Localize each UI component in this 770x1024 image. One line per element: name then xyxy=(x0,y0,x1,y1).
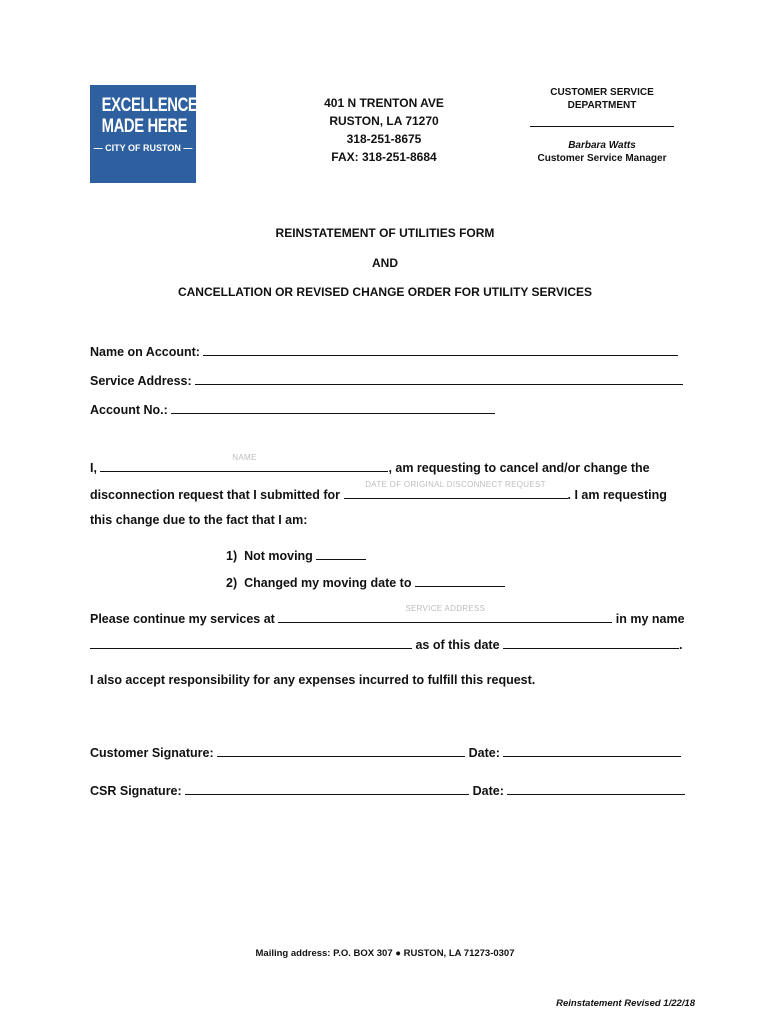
office-address xyxy=(300,94,468,166)
requester-name-field[interactable] xyxy=(100,453,388,472)
revision-note: Reinstatement Revised 1/22/18 xyxy=(556,998,695,1009)
csr-signature-field[interactable] xyxy=(185,782,469,795)
as-of-date-period: . xyxy=(679,638,683,652)
address-phone: 318-251-8675 xyxy=(346,132,422,146)
service-address-label: Service Address: xyxy=(90,374,192,388)
option-2-number: 2) xyxy=(226,576,238,590)
customer-signature-row xyxy=(90,744,681,760)
continue-name-field[interactable] xyxy=(90,636,412,649)
as-of-date-field[interactable] xyxy=(503,636,679,649)
option-1-number: 1) xyxy=(226,549,238,563)
name-on-account-label: Name on Account: xyxy=(90,345,200,359)
department-line-2: DEPARTMENT xyxy=(567,100,637,111)
manager-title: Customer Service Manager xyxy=(537,153,667,164)
service-address-field[interactable] xyxy=(195,372,683,385)
responsibility-statement: I also accept responsibility for any expenses incurred to fulfill this request. xyxy=(90,673,536,687)
department-line-1: CUSTOMER SERVICE xyxy=(550,87,654,98)
department-rule xyxy=(530,118,674,127)
option-2-label: Changed my moving date to xyxy=(244,576,412,590)
name-on-account-field[interactable] xyxy=(203,343,678,356)
logo-line-1: EXCELLENCE xyxy=(101,95,198,116)
new-moving-date-field[interactable] xyxy=(415,574,505,587)
i-label: I, xyxy=(90,461,97,475)
customer-date-label: Date: xyxy=(468,746,500,760)
request-text-2: . I am requesting xyxy=(567,488,667,502)
option-changed-date xyxy=(226,574,505,590)
address-street: 401 N TRENTON AVE xyxy=(324,96,444,110)
department-block xyxy=(520,86,684,165)
name-hint: NAME xyxy=(232,453,257,462)
request-line-1 xyxy=(90,453,650,475)
as-of-date-line xyxy=(90,636,683,652)
manager-name: Barbara Watts xyxy=(568,140,636,151)
csr-signature-label: CSR Signature: xyxy=(90,784,182,798)
continue-services-line xyxy=(90,604,685,626)
disconnect-label: disconnection request that I submitted for xyxy=(90,488,341,502)
account-number-field[interactable] xyxy=(171,401,495,414)
city-logo xyxy=(90,85,196,183)
not-moving-field[interactable] xyxy=(316,547,366,560)
address-city: RUSTON, LA 71270 xyxy=(329,114,439,128)
customer-date-field[interactable] xyxy=(503,744,681,757)
csr-signature-row xyxy=(90,782,685,798)
customer-signature-label: Customer Signature: xyxy=(90,746,214,760)
form-title: REINSTATEMENT OF UTILITIES FORM xyxy=(275,226,495,240)
service-address-row xyxy=(90,372,683,388)
service-address-hint: SERVICE ADDRESS xyxy=(405,604,486,613)
continue-label: Please continue my services at xyxy=(90,612,275,626)
csr-date-label: Date: xyxy=(472,784,504,798)
customer-signature-field[interactable] xyxy=(217,744,465,757)
csr-date-field[interactable] xyxy=(507,782,685,795)
logo-line-2: MADE HERE xyxy=(101,116,188,137)
account-number-label: Account No.: xyxy=(90,403,168,417)
form-subtitle: CANCELLATION OR REVISED CHANGE ORDER FOR UTILITY SERVICES xyxy=(177,285,593,299)
in-my-name-label: in my name xyxy=(615,612,685,626)
form-title-and: AND xyxy=(372,256,398,270)
name-on-account-row xyxy=(90,343,678,359)
option-1-label: Not moving xyxy=(244,549,313,563)
request-line-2 xyxy=(90,480,667,502)
reason-line: this change due to the fact that I am: xyxy=(90,513,308,527)
option-not-moving xyxy=(226,547,366,563)
date-hint: DATE OF ORIGINAL DISCONNECT REQUEST xyxy=(365,480,546,489)
account-number-row xyxy=(90,401,495,417)
continue-service-address-field[interactable] xyxy=(278,604,612,623)
as-of-date-label: as of this date xyxy=(415,638,500,652)
original-disconnect-date-field[interactable] xyxy=(344,480,568,499)
address-fax: FAX: 318-251-8684 xyxy=(331,150,437,164)
request-text-1: , am requesting to cancel and/or change the xyxy=(388,461,650,475)
mailing-address: Mailing address: P.O. BOX 307 ● RUSTON, LA 71273-0307 xyxy=(255,948,515,959)
logo-line-3: — CITY OF RUSTON — xyxy=(93,143,193,153)
